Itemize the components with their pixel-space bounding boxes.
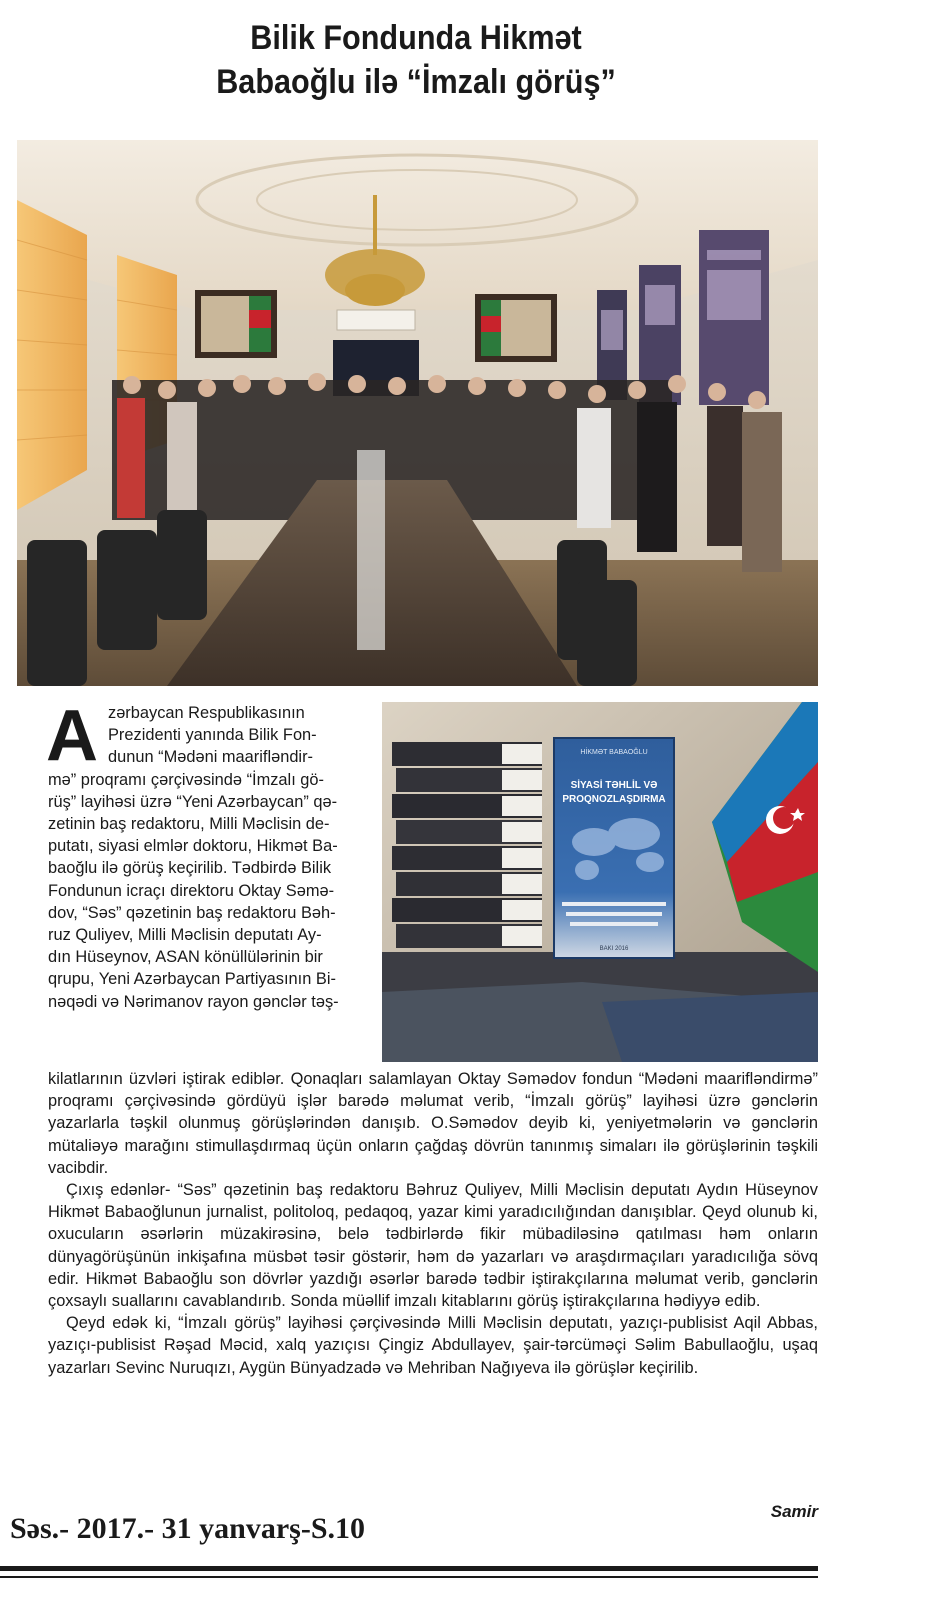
- column-line: dunun “Mədəni maarifləndir-: [108, 748, 313, 767]
- column-line: rüş” layihəsi üzrə “Yeni Azərbaycan” qə-: [48, 792, 338, 811]
- books-photo: [382, 702, 818, 1062]
- column-line: ruz Quliyev, Milli Məclisin deputatı Ay-: [48, 926, 322, 945]
- column-line: putatı, siyasi elmlər doktoru, Hikmət Ba-: [48, 837, 338, 856]
- column-line: zərbaycan Respublikasının: [108, 704, 305, 722]
- column-line: dın Hüseynov, ASAN könüllülərinin bir: [48, 948, 323, 967]
- group-photo-image: [17, 140, 818, 686]
- article-headline: [56, 16, 776, 104]
- column-line: mə” proqramı çərçivəsində “İmzalı gö-: [48, 770, 324, 789]
- books-photo-image: [382, 702, 818, 1062]
- source-citation: Səs.- 2017.- 31 yanvarş-S.10: [10, 1512, 366, 1545]
- column-line: nəqədi və Nərimanov rayon gənclər təş-: [48, 992, 339, 1011]
- headline-line-1: Bilik Fondunda Hikmət: [250, 19, 582, 57]
- paragraph-3: Qeyd edək ki, “İmzalı görüş” layihəsi çərçivəsində Milli Məclisin deputatı, yazıçı-publisist Aqil Abbas, yazıçı-publisist Rəşad Məcid, xalq yazıçısı Çingiz Abdullayev, şair-tərcüməçi Səlim Babullaoğlu, uşaq yazarları Sevinc Nuruqızı, Aygün Bünyadzadə və Mehriban Nağıyeva ilə görüşlər keçirilib.: [48, 1314, 818, 1377]
- author-signature: Samir: [770, 1502, 818, 1521]
- paragraph-1-continued: kilatlarının üzvləri iştirak ediblər. Qonaqları salamlayan Oktay Səmədov fondun “Mədəni maarifləndirmə” proqramı çərçivəsində gördüyü işlər barədə məlumat verib, “İmzalı görüş” layihəsi üzrə gənclərin yazarlarla təşkil olunmuş görüşlərindən danışıb. O.Səmədov deyib ki, yeniyetmələrin və gənclərin mütaliəyə marağını stimullaşdırmaq üçün onların çağdaş dövrün tanınmış simaları ilə görüşlərinin təşkili vacibdir.: [48, 1070, 818, 1177]
- column-line: dov, “Səs” qəzetinin baş redaktoru Bəh-: [48, 903, 336, 922]
- column-line: Fondunun icraçı direktoru Oktay Səmə-: [48, 881, 335, 900]
- bottom-rule-thin: [0, 1576, 818, 1578]
- bottom-rule-thick: [0, 1566, 818, 1571]
- book-title-line-1: SİYASİ TƏHLİL VƏ: [570, 780, 658, 791]
- book-publisher-text: BAKI 2016: [599, 946, 629, 952]
- paragraph-2: Çıxış edənlər- “Səs” qəzetinin baş redaktoru Bəhruz Quliyev, Milli Məclisin deputatı Aydın Hüseynov Hikmət Babaoğlunun jurnalist, politoloq, pedaqoq, yazar kimi yaradıcılığından danışıblar. Qeyd olunub ki, oxucuların əsərlərin müzakirəsinə, belə tədbirlərdə fikir mübadiləsinə qatılması həm onların dünyagörüşünün inkişafına müsbət təsir göstərir, həm də yazarları və araşdırmaçıları yaradıcılığa sövq edir. Hikmət Babaoğlu son dövrlər yazdığı əsərlər barədə tədbir iştirakçılarına məlumat verib, gənclərin çoxsaylı suallarını cavablandırıb. Sonda müəllif imzalı kitablarını görüş iştirakçılarına hədiyyə edib.: [48, 1181, 818, 1311]
- column-line: baoğlu ilə görüş keçirilib. Tədbirdə Bilik: [48, 859, 332, 878]
- column-line: zetinin baş redaktoru, Milli Məclisin de-: [48, 815, 330, 834]
- headline-line-2: Babaoğlu ilə “İmzalı görüş”: [216, 63, 616, 101]
- article-column-text: [46, 696, 372, 1013]
- book-author-text: HİKMƏT BABAOĞLU: [580, 749, 648, 756]
- drop-cap: A: [46, 696, 98, 776]
- group-photo: [17, 140, 818, 686]
- column-line: qrupu, Yeni Azərbaycan Partiyasının Bi-: [48, 970, 336, 989]
- column-line: Prezidenti yanında Bilik Fon-: [108, 726, 317, 745]
- article-body: [48, 1068, 818, 1379]
- book-title-line-2: PROQNOZLAŞDIRMA: [562, 794, 666, 805]
